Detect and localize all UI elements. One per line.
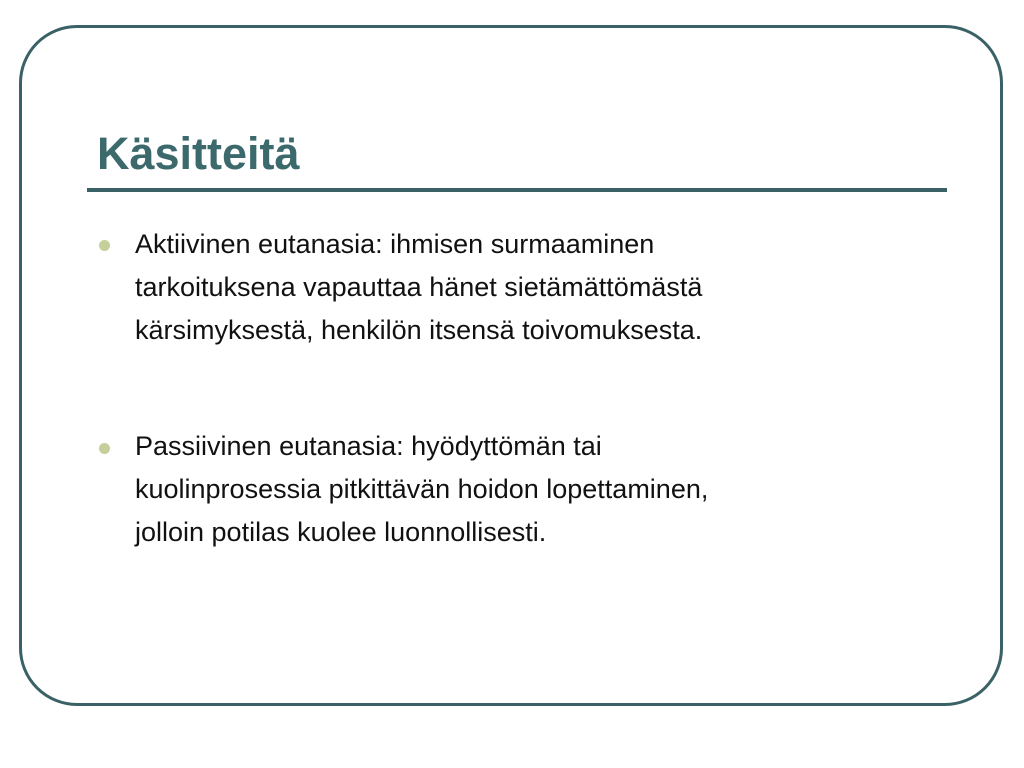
bullet-line: jolloin potilas kuolee luonnollisesti.	[135, 517, 547, 547]
bullet-line: kärsimyksestä, henkilön itsensä toivomuksesta.	[135, 315, 703, 345]
bullet-dot-icon	[99, 443, 110, 454]
bullet-line: Aktiivinen eutanasia: ihmisen surmaaminen	[135, 229, 655, 259]
bullet-text	[135, 425, 925, 554]
title-underline	[87, 188, 947, 192]
slide-title: Käsitteitä	[97, 128, 300, 179]
bullet-line: Passiivinen eutanasia: hyödyttömän tai	[135, 431, 602, 461]
bullet-line: tarkoituksena vapauttaa hänet sietämättömästä	[135, 272, 703, 302]
bullet-text	[135, 223, 925, 352]
bullet-dot-icon	[99, 240, 110, 251]
bullet-line: kuolinprosessia pitkittävän hoidon lopettaminen,	[135, 474, 709, 504]
